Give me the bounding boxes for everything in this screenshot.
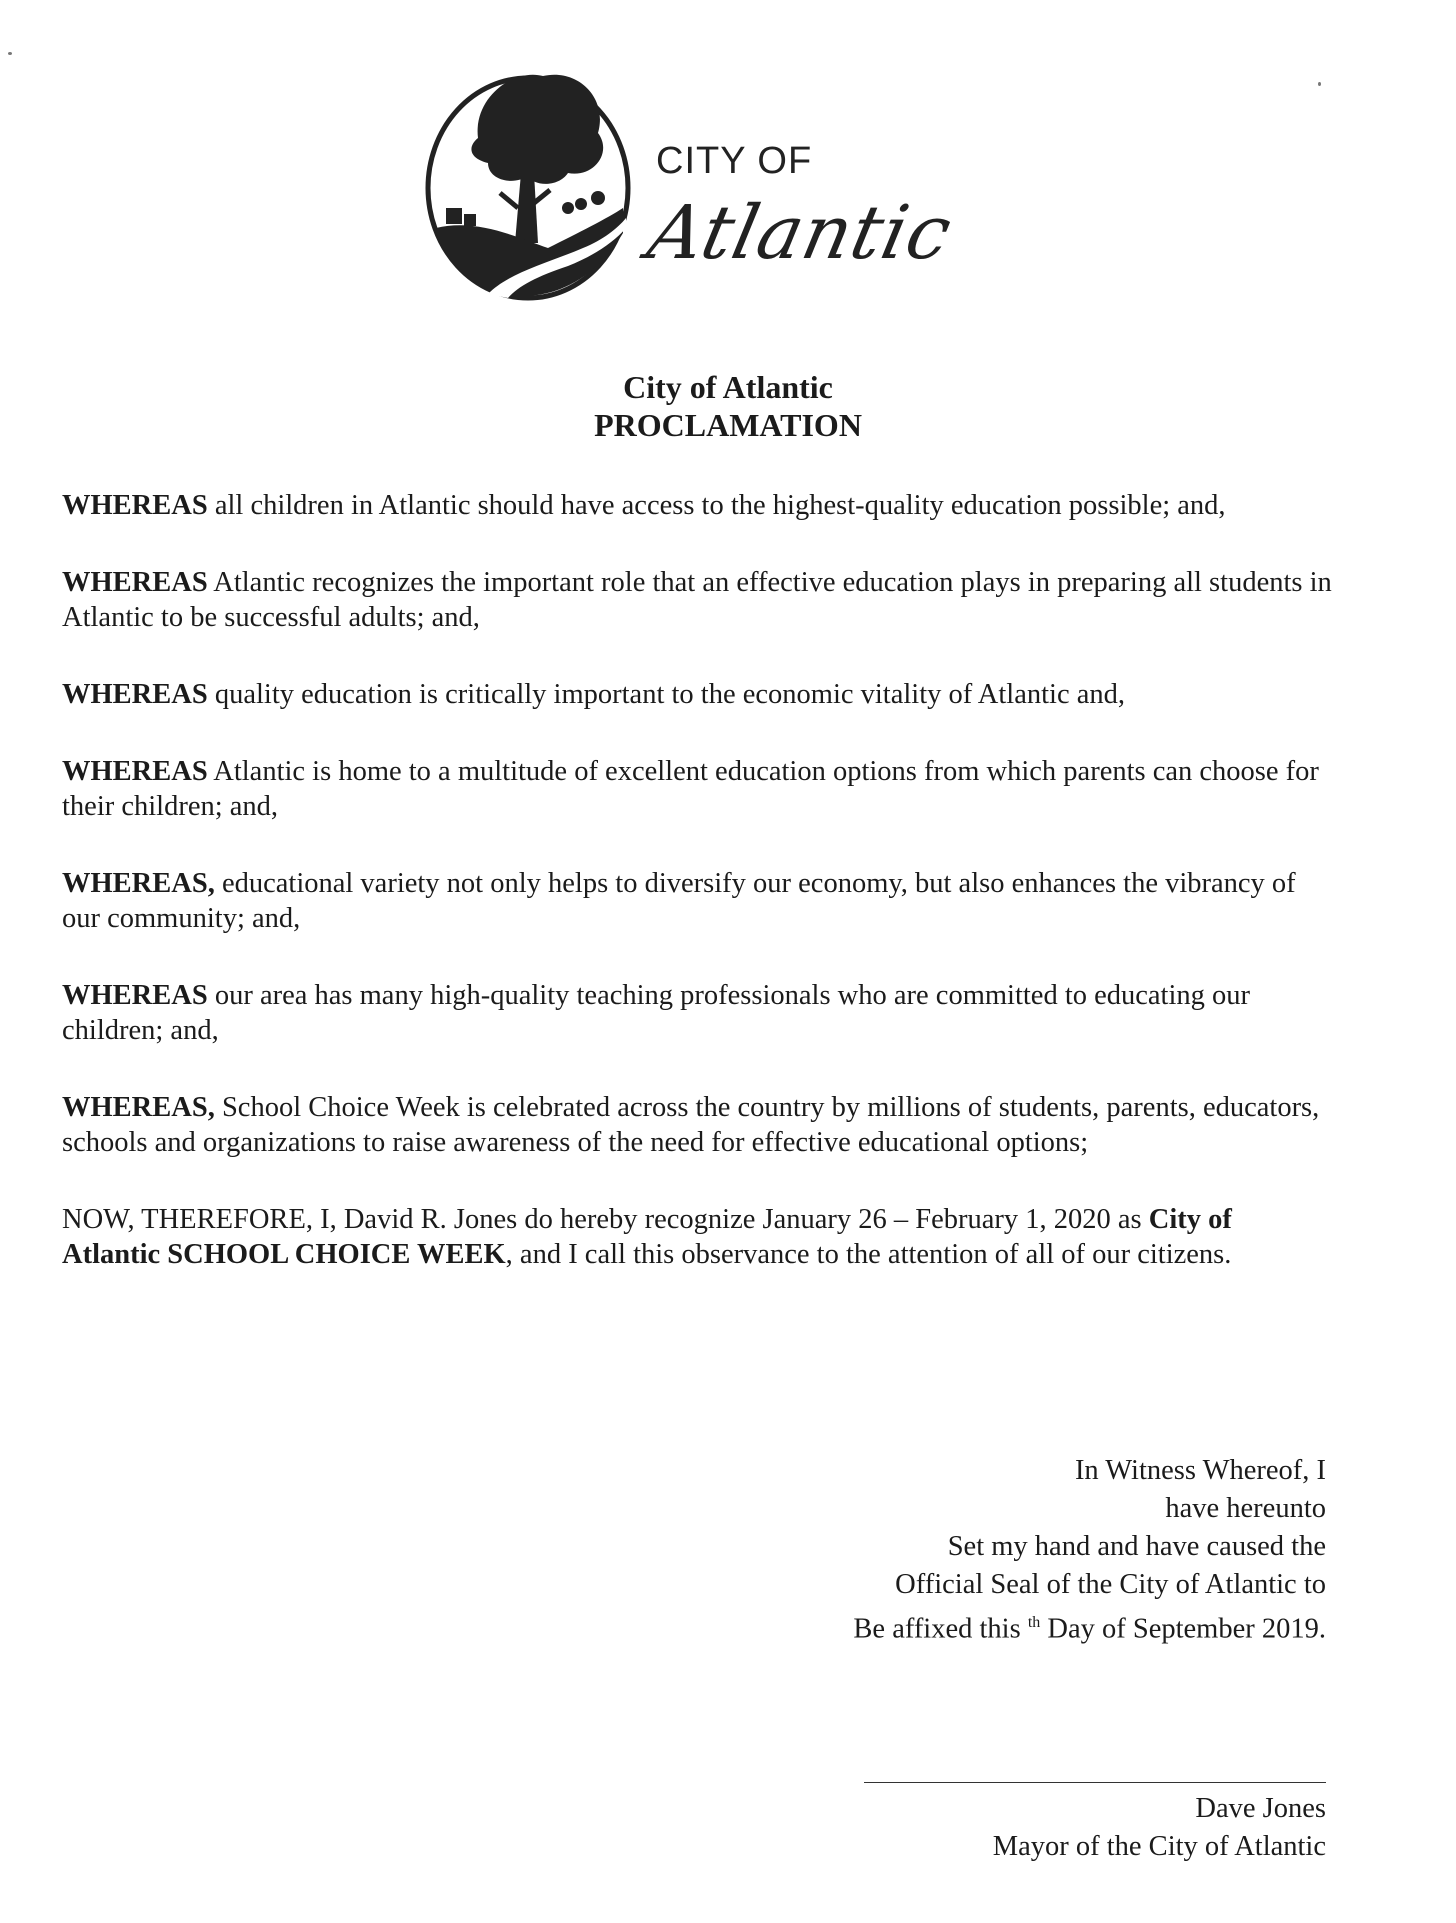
witness-line — [853, 1604, 1326, 1649]
witness-line: Set my hand and have caused the — [947, 1531, 1326, 1562]
witness-block — [853, 1452, 1326, 1649]
whereas-lead: WHEREAS — [62, 567, 208, 598]
witness-line: Official Seal of the City of Atlantic to — [895, 1569, 1326, 1600]
tree-seal-icon — [418, 58, 638, 308]
whereas-lead: WHEREAS, — [62, 1092, 215, 1123]
whereas-text: all children in Atlantic should have access to the highest-quality education possible; and, — [207, 490, 1226, 521]
whereas-lead: WHEREAS — [62, 980, 208, 1011]
title-line-proclamation: PROCLAMATION — [594, 407, 862, 443]
closing-bold-text: City of Atlantic SCHOOL CHOICE WEEK — [62, 1204, 1232, 1270]
document-title — [0, 368, 1456, 444]
whereas-text: quality education is critically important to the economic vitality of Atlantic and, — [207, 679, 1126, 710]
witness-date-pre: Be affixed this — [853, 1613, 1028, 1645]
closing-pre-text: NOW, THEREFORE, I, David R. Jones do hereby recognize January 26 – February 1, 2020 as — [62, 1204, 1149, 1235]
whereas-paragraph — [62, 978, 1332, 1048]
witness-line: have hereunto — [1165, 1493, 1326, 1524]
proclamation-body — [62, 488, 1332, 1314]
signatory-name: Dave Jones — [1195, 1793, 1326, 1824]
whereas-paragraph — [62, 754, 1332, 824]
whereas-paragraph — [62, 1090, 1332, 1160]
witness-date-post: Day of September 2019. — [1040, 1613, 1326, 1645]
whereas-text: Atlantic is home to a multitude of excellent education options from which parents can choose for their children; and, — [62, 756, 1319, 822]
whereas-lead: WHEREAS — [62, 490, 208, 521]
whereas-paragraph — [62, 488, 1332, 523]
whereas-paragraph — [62, 677, 1332, 712]
whereas-lead: WHEREAS — [62, 679, 208, 710]
whereas-paragraph — [62, 866, 1332, 936]
whereas-text: educational variety not only helps to diversify our economy, but also enhances the vibrancy of our community; and, — [62, 868, 1296, 934]
scan-speck — [1318, 82, 1321, 86]
closing-post-text: , and I call this observance to the attention of all of our citizens. — [505, 1239, 1232, 1270]
witness-date-sup: th — [1027, 1614, 1041, 1631]
whereas-paragraph — [62, 565, 1332, 635]
logo-city-of-text: CITY OF — [656, 140, 813, 182]
whereas-lead: WHEREAS — [62, 756, 208, 787]
signature-line — [864, 1782, 1326, 1783]
witness-line: In Witness Whereof, I — [1074, 1455, 1326, 1486]
logo-city-name-text: Atlantic — [640, 190, 960, 276]
whereas-text: Atlantic recognizes the important role that an effective education plays in preparing all students in Atlantic to be successful adults; and, — [62, 567, 1332, 633]
whereas-text: School Choice Week is celebrated across the country by millions of students, parents, educators, schools and organizations to raise awareness of the need for effective educational options; — [62, 1092, 1320, 1158]
city-logo-emblem — [418, 58, 638, 308]
scan-speck — [8, 52, 12, 55]
whereas-text: our area has many high-quality teaching professionals who are committed to educating our children; and, — [62, 980, 1251, 1046]
signature-block — [993, 1790, 1326, 1866]
now-therefore-paragraph — [62, 1202, 1332, 1272]
whereas-lead: WHEREAS, — [62, 868, 215, 899]
title-line-city: City of Atlantic — [623, 369, 833, 405]
signatory-title: Mayor of the City of Atlantic — [992, 1831, 1326, 1862]
